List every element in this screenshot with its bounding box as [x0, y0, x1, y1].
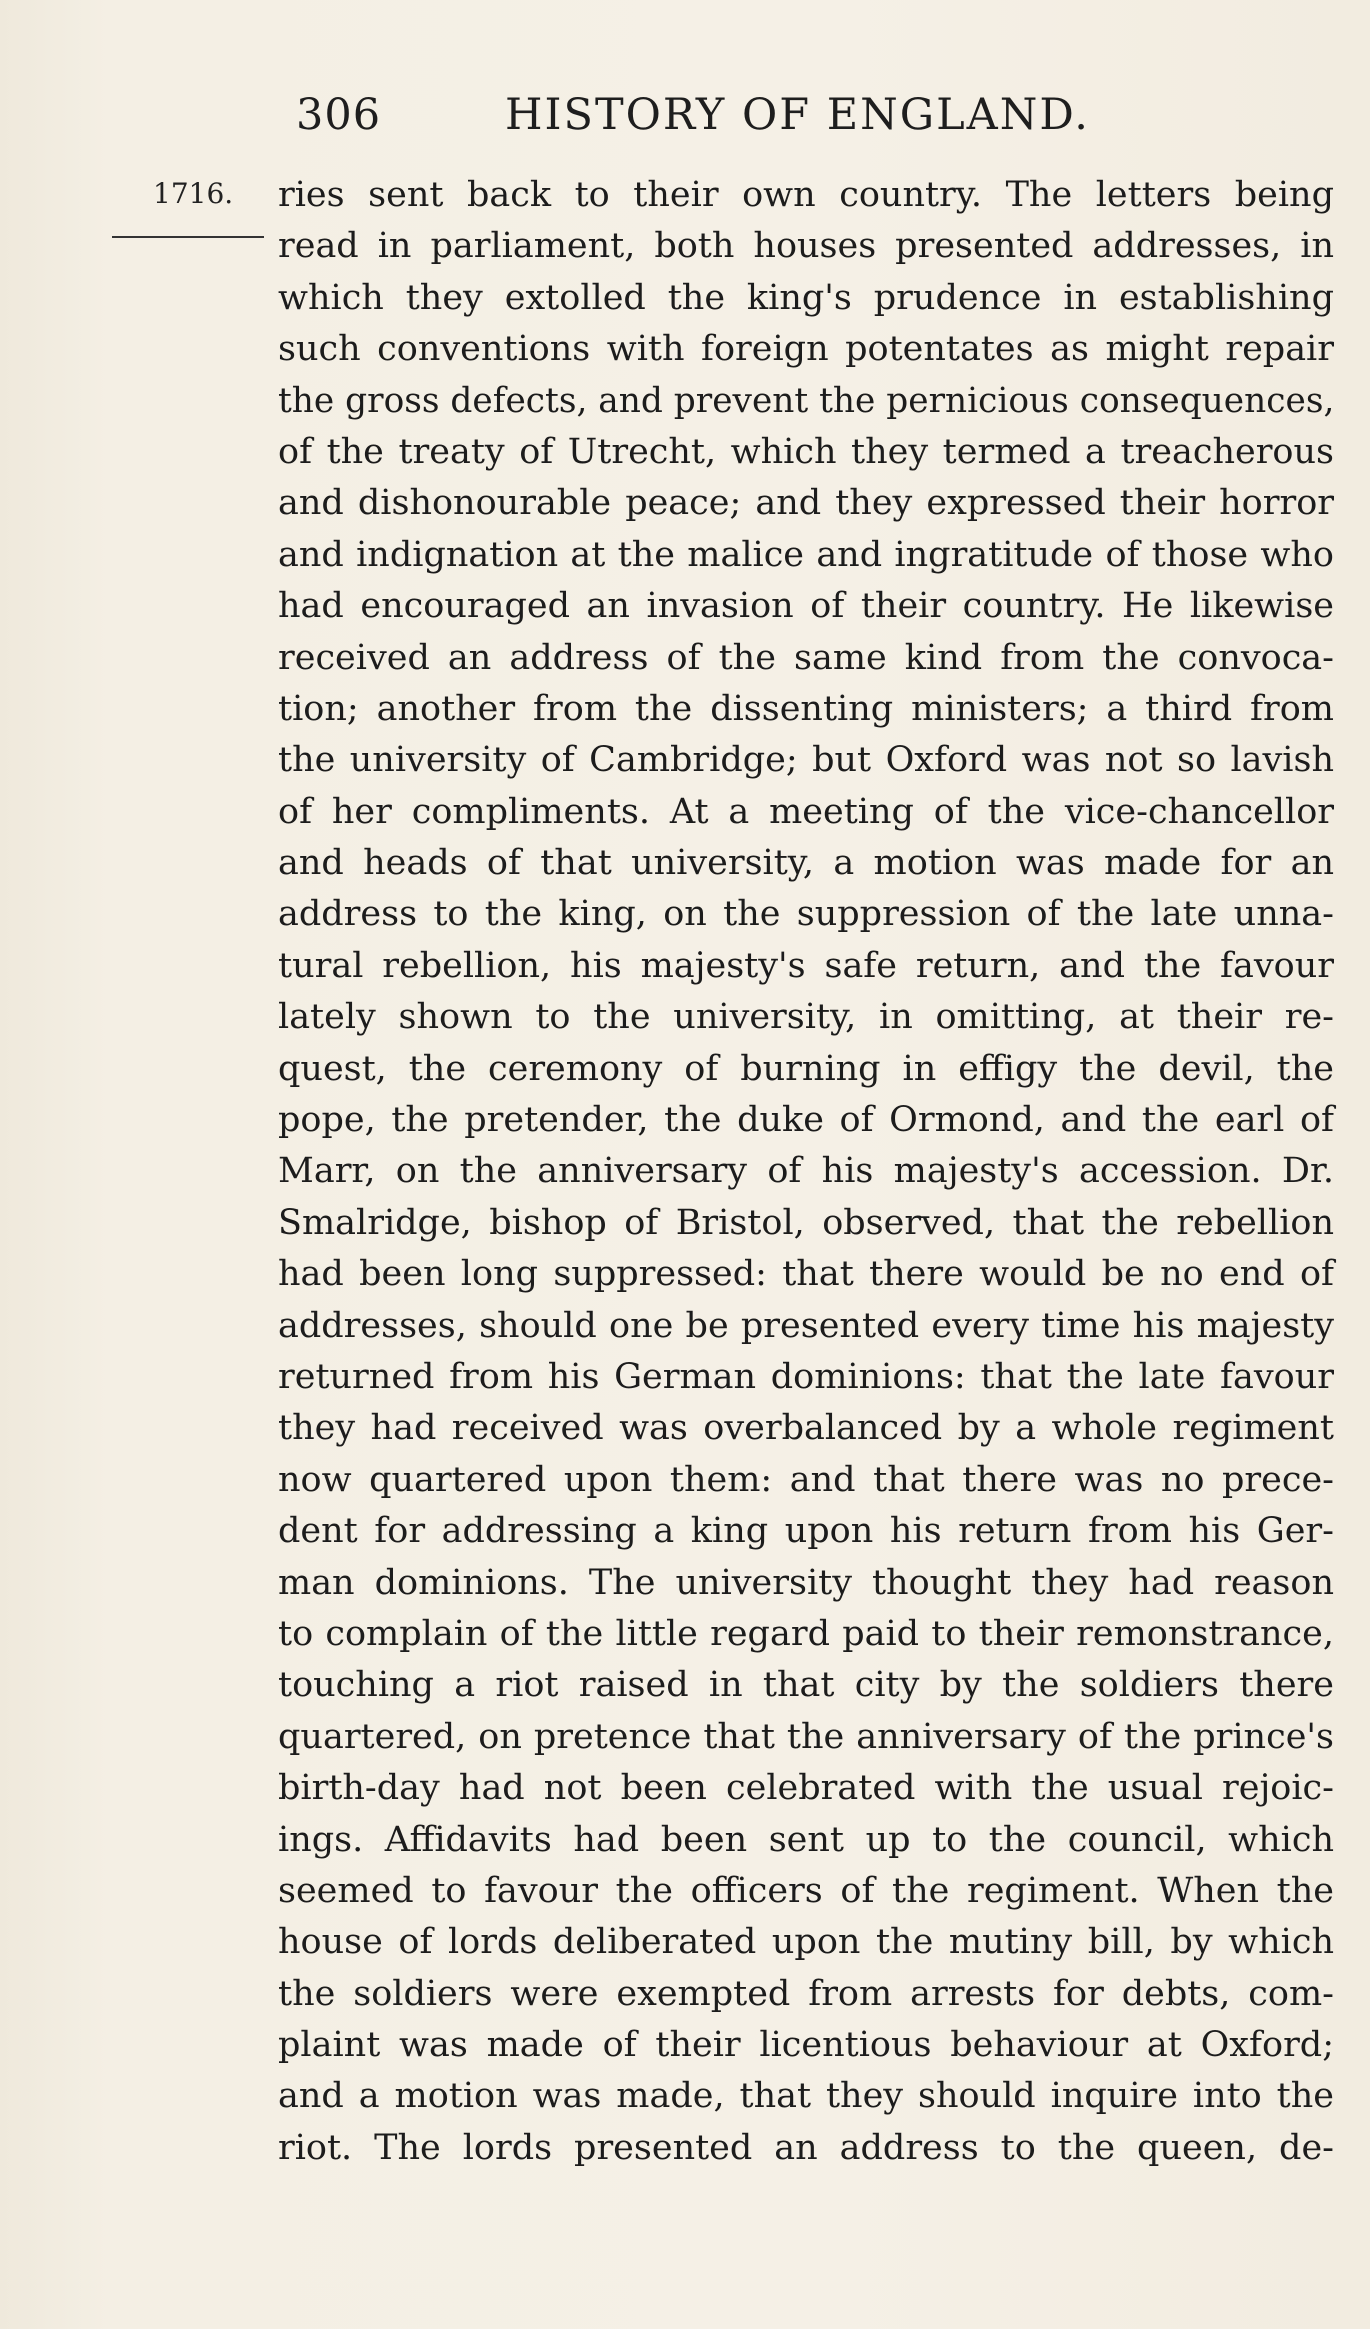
text-line: the university of Cambridge; but Oxford was not so lavish — [278, 740, 1334, 781]
text-line: quest, the ceremony of burning in effigy the devil, the — [278, 1048, 1334, 1089]
text-line: the soldiers were exempted from arrests for debts, com- — [278, 1973, 1334, 2014]
text-line: Smalridge, bishop of Bristol, observed, that the rebellion — [278, 1202, 1334, 1243]
text-line: riot. The lords presented an address to the queen, de- — [278, 2127, 1334, 2168]
text-line: seemed to favour the officers of the regiment. When the — [278, 1870, 1334, 1911]
text-line: and heads of that university, a motion was made for an — [278, 843, 1334, 884]
text-line: house of lords deliberated upon the mutiny bill, by which — [278, 1922, 1334, 1963]
text-line: address to the king, on the suppression of the late unna- — [278, 894, 1334, 935]
text-line: the gross defects, and prevent the pernicious consequences, — [278, 380, 1335, 421]
text-line: birth-day had not been celebrated with the usual rejoic- — [278, 1768, 1334, 1809]
text-line: ings. Affidavits had been sent up to the council, which — [278, 1819, 1334, 1860]
text-line: pope, the pretender, the duke of Ormond, and the earl of — [278, 1100, 1334, 1141]
text-line: touching a riot raised in that city by the soldiers there — [278, 1665, 1334, 1706]
running-title: HISTORY OF ENGLAND. — [505, 90, 1090, 140]
text-line: now quartered upon them: and that there was no prece- — [278, 1459, 1334, 1500]
text-line: of her compliments. At a meeting of the vice-chancellor — [278, 791, 1334, 832]
text-line: and a motion was made, that they should inquire into the — [278, 2076, 1334, 2117]
text-line: had been long suppressed: that there would be no end of — [278, 1254, 1334, 1295]
text-line: and dishonourable peace; and they expressed their horror — [278, 483, 1334, 524]
text-line: and indignation at the malice and ingratitude of those who — [278, 534, 1334, 575]
page-number: 306 — [296, 90, 382, 140]
margin-year-note: 1716. — [153, 177, 234, 210]
text-line: dent for addressing a king upon his return from his Ger- — [278, 1511, 1334, 1552]
text-line: man dominions. The university thought they had reason — [278, 1562, 1334, 1603]
text-line: addresses, should one be presented every time his majesty — [278, 1305, 1334, 1346]
text-line: quartered, on pretence that the anniversary of the prince's — [278, 1716, 1334, 1757]
text-line: received an address of the same kind from the convoca- — [278, 637, 1334, 678]
text-line: returned from his German dominions: that the late favour — [278, 1356, 1334, 1397]
text-line: lately shown to the university, in omitting, at their re- — [278, 997, 1334, 1038]
text-line: tural rebellion, his majesty's safe return, and the favour — [278, 945, 1334, 986]
body-text — [278, 170, 1334, 2174]
text-line: plaint was made of their licentious behaviour at Oxford; — [278, 2025, 1334, 2066]
text-line: such conventions with foreign potentates as might repair — [278, 329, 1334, 370]
margin-rule — [112, 236, 264, 238]
text-line: they had received was overbalanced by a whole regiment — [278, 1408, 1334, 1449]
text-line: of the treaty of Utrecht, which they termed a treacherous — [278, 431, 1334, 472]
text-line: had encouraged an invasion of their country. He likewise — [278, 586, 1334, 627]
text-line: read in parliament, both houses presented addresses, in — [278, 226, 1334, 267]
text-line: which they extolled the king's prudence in establishing — [278, 277, 1334, 318]
page-header — [0, 80, 1370, 150]
text-line: Marr, on the anniversary of his majesty's accession. Dr. — [278, 1151, 1334, 1192]
text-line: ries sent back to their own country. The letters being — [278, 175, 1334, 215]
text-line: tion; another from the dissenting ministers; a third from — [278, 688, 1334, 729]
text-line: to complain of the little regard paid to their remonstrance, — [278, 1613, 1334, 1654]
